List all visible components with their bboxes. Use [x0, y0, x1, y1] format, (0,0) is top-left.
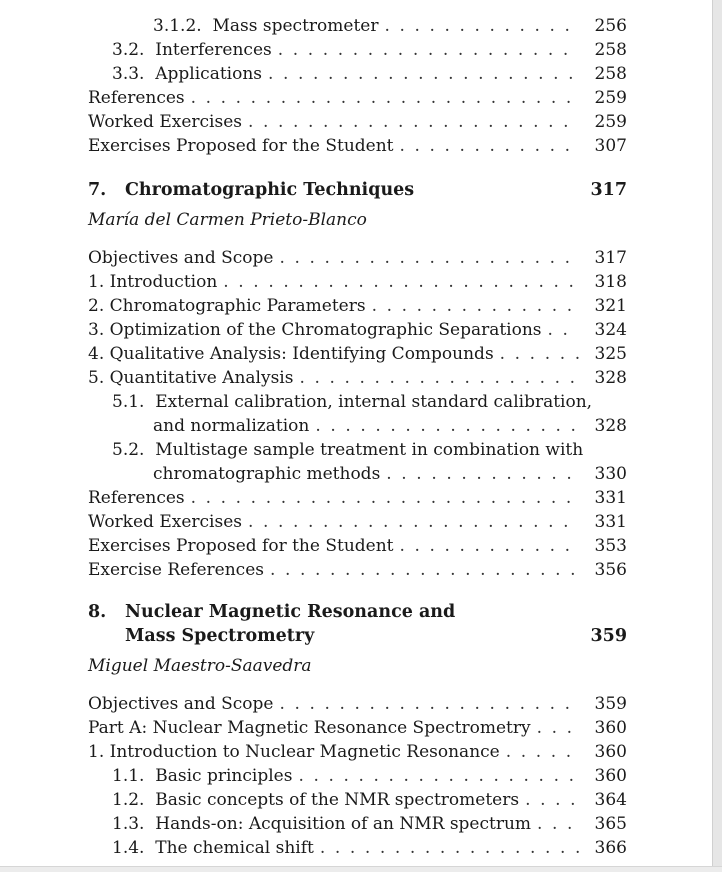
entry-number: 5.2. [112, 440, 145, 460]
page-number: 360 [594, 742, 627, 762]
entry-label: Exercise References [88, 560, 264, 580]
toc-entry[interactable] [88, 534, 627, 558]
dot-leader [400, 134, 580, 158]
entry-label: External calibration, internal standard calibration, [155, 392, 593, 412]
entry-label: Part A: Nuclear Magnetic Resonance Spectrometry [88, 718, 531, 738]
dot-leader [191, 86, 579, 110]
entry-label: Exercises Proposed for the Student [88, 536, 394, 556]
entry-label: Hands-on: Acquisition of an NMR spectrum [155, 814, 532, 834]
chapter-heading[interactable] [88, 600, 627, 624]
dot-leader [320, 836, 579, 860]
toc-entry[interactable] [112, 764, 627, 788]
entry-label: Basic principles [155, 766, 293, 786]
dot-leader [386, 462, 579, 486]
entry-number: 1.3. [112, 814, 145, 834]
chapter-title-line1: Nuclear Magnetic Resonance and [125, 602, 456, 622]
entry-label: 5. Quantitative Analysis [88, 368, 294, 388]
dot-leader [537, 716, 579, 740]
entry-number: 3.3. [112, 64, 145, 84]
chapter-title-line2: Mass Spectrometry [125, 626, 315, 646]
dot-leader [506, 740, 579, 764]
dot-leader [384, 14, 579, 38]
dot-leader [248, 510, 579, 534]
entry-label-cont: chromatographic methods [153, 464, 381, 484]
entry-label: Mass spectrometer [212, 16, 379, 36]
dot-leader [525, 788, 579, 812]
entry-number: 3.2. [112, 40, 145, 60]
page-number: 360 [594, 766, 627, 786]
toc-entry[interactable] [112, 788, 627, 812]
page-number: 330 [594, 464, 627, 484]
toc-entry[interactable] [112, 812, 627, 836]
dot-leader [278, 38, 579, 62]
toc-entry-line1[interactable] [112, 438, 627, 462]
toc-entry[interactable] [112, 836, 627, 860]
toc-entry[interactable] [88, 510, 627, 534]
page-number: 256 [594, 16, 627, 36]
page-number: 259 [594, 88, 627, 108]
page-number: 364 [594, 790, 627, 810]
entry-label: Objectives and Scope [88, 694, 274, 714]
toc-entry-line2[interactable] [153, 462, 627, 486]
entry-label: References [88, 488, 185, 508]
toc-entry[interactable] [88, 716, 627, 740]
dot-leader [537, 812, 579, 836]
dot-leader [248, 110, 579, 134]
page-number: 324 [594, 320, 627, 340]
page-number: 331 [594, 488, 627, 508]
dot-leader [315, 414, 579, 438]
chapter-page: 317 [590, 180, 627, 200]
entry-label: Worked Exercises [88, 112, 242, 132]
page-bottom-edge [0, 866, 722, 872]
chapter-heading-cont[interactable] [88, 624, 627, 648]
entry-number: 1.4. [112, 838, 145, 858]
entry-number: 3.1.2. [153, 16, 202, 36]
toc-entry[interactable] [88, 246, 627, 270]
page-number: 356 [594, 560, 627, 580]
dot-leader [400, 534, 580, 558]
toc-entry[interactable] [88, 134, 627, 158]
page-number: 365 [594, 814, 627, 834]
toc-entry[interactable] [88, 692, 627, 716]
toc-entry[interactable] [153, 14, 627, 38]
page-number: 317 [594, 248, 627, 268]
page-number: 366 [594, 838, 627, 858]
entry-label: References [88, 88, 185, 108]
dot-leader [500, 342, 579, 366]
dot-leader [268, 62, 579, 86]
page-number: 360 [594, 718, 627, 738]
page-number: 259 [594, 112, 627, 132]
entry-label: Multistage sample treatment in combination with [155, 440, 584, 460]
toc-entry[interactable] [88, 86, 627, 110]
page-number: 258 [594, 64, 627, 84]
page-number: 353 [594, 536, 627, 556]
chapter-number: 8. [88, 602, 107, 622]
chapter-page: 359 [590, 626, 627, 646]
toc-entry[interactable] [88, 270, 627, 294]
toc-entry[interactable] [88, 366, 627, 390]
page-number: 328 [594, 368, 627, 388]
entry-label: 1. Introduction [88, 272, 218, 292]
toc-entry[interactable] [88, 342, 627, 366]
chapter-author: María del Carmen Prieto-Blanco [88, 210, 367, 230]
toc-entry-line2[interactable] [153, 414, 627, 438]
page-number: 318 [594, 272, 627, 292]
toc-entry[interactable] [88, 294, 627, 318]
dot-leader [548, 318, 579, 342]
entry-label-cont: and normalization [153, 416, 310, 436]
dot-leader [279, 692, 579, 716]
entry-number: 1.1. [112, 766, 145, 786]
entry-label: The chemical shift [155, 838, 314, 858]
entry-label: 3. Optimization of the Chromatographic Separations [88, 320, 542, 340]
dot-leader [299, 366, 579, 390]
toc-entry[interactable] [112, 62, 627, 86]
entry-label: Worked Exercises [88, 512, 242, 532]
chapter-author: Miguel Maestro-Saavedra [88, 656, 312, 676]
page-number: 258 [594, 40, 627, 60]
toc-entry[interactable] [88, 558, 627, 582]
chapter-title: Chromatographic Techniques [125, 180, 415, 200]
toc-entry[interactable] [88, 318, 627, 342]
toc-entry[interactable] [88, 486, 627, 510]
chapter-heading[interactable] [88, 178, 627, 202]
dot-leader [298, 764, 579, 788]
entry-label: Objectives and Scope [88, 248, 274, 268]
entry-number: 1.2. [112, 790, 145, 810]
entry-label: Interferences [155, 40, 272, 60]
entry-number: 5.1. [112, 392, 145, 412]
entry-label: Applications [155, 64, 263, 84]
toc-entry[interactable] [88, 110, 627, 134]
entry-label: Exercises Proposed for the Student [88, 136, 394, 156]
dot-leader [191, 486, 579, 510]
dot-leader [279, 246, 579, 270]
toc-entry[interactable] [88, 740, 627, 764]
entry-label: 1. Introduction to Nuclear Magnetic Resonance [88, 742, 500, 762]
page-number: 331 [594, 512, 627, 532]
page-number: 359 [594, 694, 627, 714]
entry-label: 4. Qualitative Analysis: Identifying Compounds [88, 344, 494, 364]
vertical-scrollbar[interactable] [712, 0, 722, 872]
page-number: 321 [594, 296, 627, 316]
entry-label: Basic concepts of the NMR spectrometers [155, 790, 520, 810]
dot-leader [372, 294, 579, 318]
page-number: 328 [594, 416, 627, 436]
toc-entry-line1[interactable] [112, 390, 627, 414]
page-number: 325 [594, 344, 627, 364]
dot-leader [270, 558, 579, 582]
page-number: 307 [594, 136, 627, 156]
entry-label: 2. Chromatographic Parameters [88, 296, 366, 316]
toc-entry[interactable] [112, 38, 627, 62]
chapter-number: 7. [88, 180, 107, 200]
dot-leader [223, 270, 579, 294]
